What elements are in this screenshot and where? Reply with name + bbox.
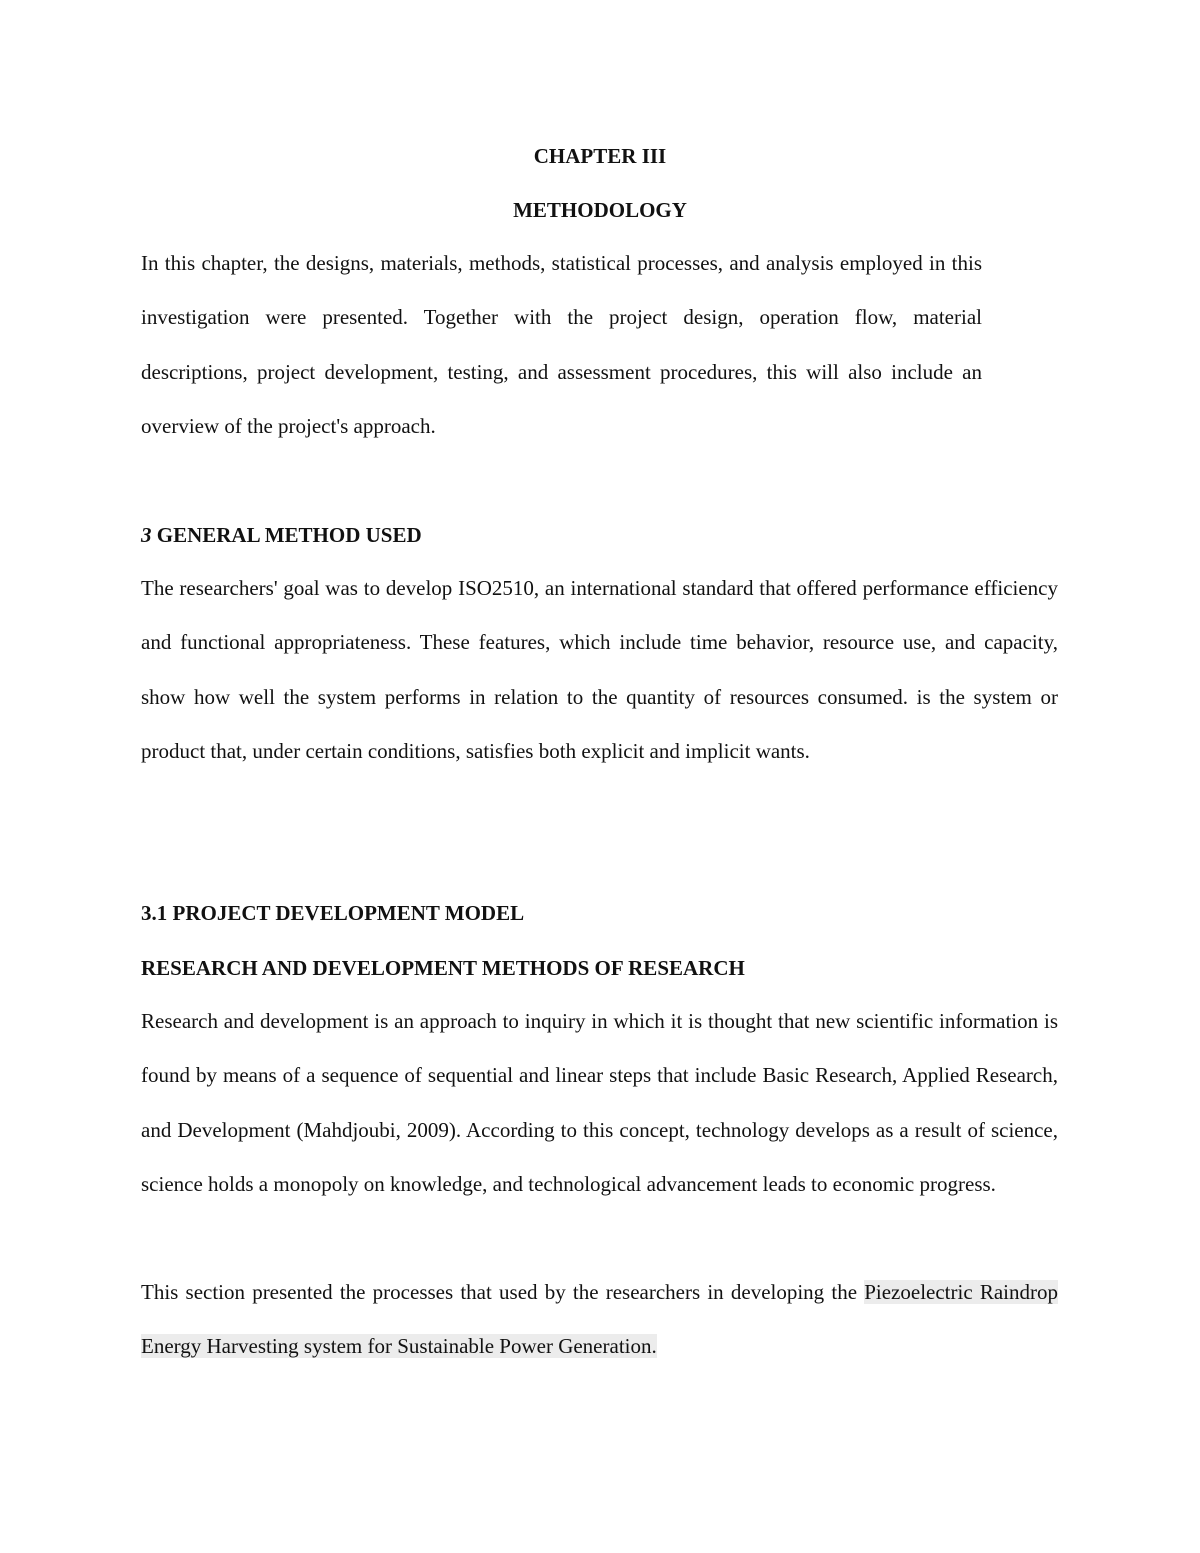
section-3-1-subheading: RESEARCH AND DEVELOPMENT METHODS OF RESEARCH: [141, 956, 745, 980]
section-3-1-paragraph: Research and development is an approach to inquiry in which it is thought that new scientific information is found by means of a sequence of sequential and linear steps that include Basic Research, Applied Research, and Development (Mahdjoubi, 2009). According to this concept, technology develops as a result of science, science holds a monopoly on knowledge, and technological advancement leads to economic progress.: [141, 1009, 1058, 1196]
intro-paragraph: In this chapter, the designs, materials, methods, statistical processes, and analysis employed in this investigation were presented. Together with the project design, operation flow, material descriptions, project development, testing, and assessment procedures, this will also include an overview of the project's approach.: [141, 251, 982, 438]
section-3-title: GENERAL METHOD USED: [156, 523, 422, 547]
section-3-1-heading: 3.1 PROJECT DEVELOPMENT MODEL: [141, 901, 525, 925]
chapter-number: CHAPTER III: [533, 144, 667, 168]
section-3-1-paragraph-2: [141, 1265, 1058, 1374]
section-3-1-paragraph-2-text: This section presented the processes that used by the researchers in developing the: [141, 1280, 865, 1304]
section-3-paragraph: The researchers' goal was to develop ISO2510, an international standard that offered performance efficiency and functional appropriateness. These features, which include time behavior, resource use, and capacity, show how well the system performs in relation to the quantity of resources consumed. is the system or product that, under certain conditions, satisfies both explicit and implicit wants.: [141, 576, 1058, 763]
chapter-title: METHODOLOGY: [513, 198, 687, 222]
section-3-number: 3: [141, 523, 152, 547]
section-3-heading: [141, 523, 422, 547]
highlighted-project-title: Piezoelectric Raindrop Energy Harvesting system for Sustainable Power Generation.: [141, 1280, 1058, 1359]
